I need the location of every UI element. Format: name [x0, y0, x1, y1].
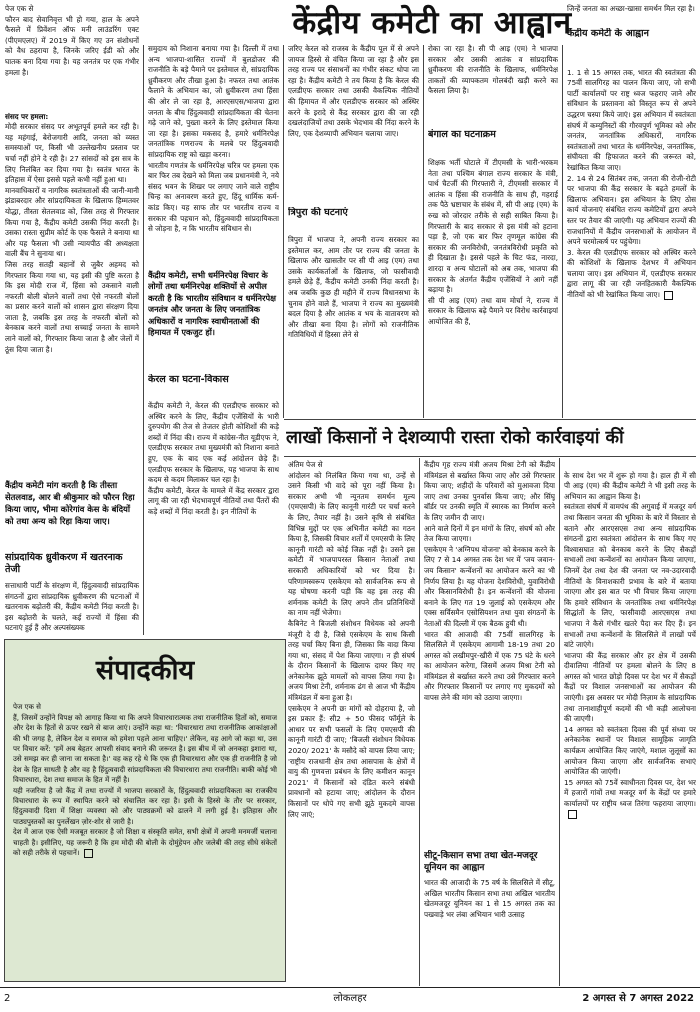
calls-text: 1. 1 से 15 अगस्त तक, भारत की स्वतंत्रता की 75वीं सालगिरह का पालन किया जाए, जो सभी पार्टी कार्यालयों पर राष्ट्र ध्वज फहराए जाने और संविधान के प्रस्तावना को विस्तृत रूप से अपने उद्धरण चस्पा किये जाएं। इस अभियान में स्वतंत्रता संघर्ष में कम्युनिस्टों की गौरवपूर्ण भूमिका को और जनतंत्र, जनतांत्रिक अधिकारों, नागरिक स्वतंत्रताओं तथा भारत के धर्मनिरपेक्ष, जनतांत्रिक, संघीयता की हिफाजत करने की जरूरत को, रेखांकित किया जाए। 2. 14 से 24 सितंबर तक, जनता की रोजी-रोटी पर भाजपा की कैंद्र सरकार के बढ़ते हमलों के खिलाफ अभियान। इस अभियान के लिए ठोस कार्य योजनाएं संबंधित राज्य कमेटियों द्वारा अपने स्तर पर तैयार की जाएंगी। यह अभियान राज्यों की राजधानियों में कैंद्रीय जनसभाओं के आयोजन में अपने चरमोत्कर्ष पर पहुंचेगा। 3. केरल की एलडीएफ सरकार को अस्थिर करने की कोशिशों के खिलाफ देशभर में अभियान चलाया जाए। इस अभियान में, एलडीएफ सरकार द्वारा लागू की जा रही जनहितकारी वैकल्पिक नीतियों को भी रेखांकित किया जाए। — [567, 67, 696, 300]
section-title-calls: कैंद्रीय कमेटी के आह्वान — [567, 28, 649, 39]
section-body-polarisation: सत्ताधारी पार्टी के संरक्षण में, हिंदुत्ववादी सांप्रदायिक संगठनों द्वारा सांप्रदायिक ध्रुवीकरण की घटनाओं में खतरनाक बढ़ोतरी की, कैंद्रीय कमेटी निंदा करती है। इस बढ़ोतरी के चलते, कई राज्यों में हिंसा की घटनाएं हुई हैं और अल्पसंख्यक — [5, 581, 139, 633]
section-body-kerala: केंद्रीय कमेटी ने, केरल की एलडीएफ सरकार को अस्थिर करने के लिए, कैंद्रीय एजेंसियों के भारी दुरुपयोग की तेज से तेजतर होती कोशिशों की कड़े शब्दों में निंदा की। राज्य में कांग्रेस-नीत यूडीएफ ने, एलडीएफ सरकार तथा मुख्यमंत्री को निशाना बनाते हुए, एक के बाद एक कई आंदोलन छेड़े हैं। एलडीएफ सरकार के खिलाफ, यह भाजपा के साथ कदम से कदम मिलाकर चल रहा है। कैंद्रीय कमेटी, केरल के मामले में केंद्र सरकार द्वारा लागू की जा रही भेदभावपूर्ण नीतियों तथा पैंतरों की कड़े शब्दों में निंदा करती है। इन नीतियों के — [148, 401, 279, 516]
article-column-4: रोका जा रहा है। सी पी आइ (एम) ने भाजपा सरकार और उसकी आतंक व सांप्रदायिक ध्रुवीकरण की राजनीति के खिलाफ, धर्मनिरपेक्ष ताकतों की व्यापकतम गोलबंदी खड़ी करने का फैसला लिया है। — [428, 44, 558, 96]
farmers-article-col-1: अंतिम पेज से आंदोलन को निलंबित किया गया था, उन्हें से उसने किसी भी वादे को पूरा नहीं किया है। सरकार अभी भी न्यूनतम समर्थन मूल्य (एमएसपी) के लिए कानूनी गारंटी पर चर्चा करने के लिए, तैयार नहीं है। उसने कृषि से संबंधित विभिन्न मुद्दों पर एक अभिनीत कमेटी का गठन किया है, जिसकी विचार शर्तों में एमएसपी के लिए कानूनी गारंटी को कोई जिक्र नहीं है। उसने इस कमेटी में भाजपापरस्त किसान नेताओं तथा सरकारी अधिकारियों को भर दिया है। परिणामस्वरूप एसकेएम को सार्वजनिक रूप से यह घोषणा करनी पड़ी कि वह इस तरह की शर्मनाक कमेटी के लिए अपने तीन प्रतिनिधियों का नाम नहीं भेजेगा। कैबिनेट ने बिजली संशोधन विधेयक को अपनी मंजूरी दे दी है, जिसे एसकेएम के साथ किसी तरह चर्चा किए बिना ही, जिसका कि वादा किया गया था, संसद में पेश किया जाएगा। न ही संघर्ष के दौरान किसानों के खिलाफ दायर किए गए अनेकानेक झूठे मामलों को वापस लिया गया है। अजय मिश्रा टेनी, शर्मनाक ढंग से आज भी कैंद्रीय मंत्रिमंडल में बना हुआ है। एसकेएम ने अपनी छः मांगों को दोहराया है, जो इस प्रकार हैं: सी2 + 50 फीसद फॉर्मूले के आधार पर सभी फसलों के लिए एमएसपी की कानूनी गारंटी दी जाए; 'बिजली संशोधन विधेयक 2020/ 2021' के मसौदे को वापस लिया जाए; 'राष्ट्रीय राजधानी क्षेत्र तथा आसपास के क्षेत्रों में वायु की गुणवत्ता प्रबंधन के लिए कमीशन कानून 2021' में किसानों को दंडित करने संबंधी प्रावधानों को हटाया जाए; आंदोलन के दौरान किसानों पर थोपे गए सभी झूठे मुकदमे वापस लिए जाएं; — [288, 460, 415, 819]
section-body-citu-call: भारत की आजादी के 75 वर्ष के सिलसिले में सीटू, अखिल भारतीय किसान सभा तथा अखिल भारतीय खेतमजदूर यूनियन का 1 से 15 अगस्त तक का पखवाड़े भर लंबा अभियान भारी उत्साह — [424, 878, 555, 919]
demand-release-heading: कैंद्रीय कमेटी मांग करती है कि तीस्ता सेतलवाड, आर बी श्रीकुमार को फौरन रिहा किया जाए, भीमा कोरेगांव केस के बंदियों को तथा अन्य को रिहा किया जाए। — [5, 480, 135, 526]
column-rule — [423, 45, 424, 418]
editorial-body — [13, 692, 277, 976]
section-title-bengal: बंगाल का घटनाक्रम — [428, 129, 496, 140]
farmers-article-col-3 — [564, 460, 696, 985]
section-title-polarisation: सांप्रदायिक ध्रुवीकरण में खतरनाक तेजी — [5, 552, 123, 575]
editorial-text: पेज एक से हैं, जिसमें उन्होंने विपक्ष को आगाह किया था कि अपने विचारधारात्मक तथा राजनीतिक हितों को, समाज और देश के हितों से ऊपर रखने से बाज आएं। उन्होंने कहा था: 'विचारधारा तथा राजनीतिक आकांक्षाओं की भी जगह है, लेकिन देश व समाज को हमेशा पहले आना चाहिए।' लेकिन, वह आगे जो कहा था, उस पर विचार करें: 'हमें अब बेहतर आपसी संवाद बनाने की जरूरत है। इस बीच में जो अनकहा इशारा था, उसे समझ कर ही जाना जा सकता है।' वह कह रहे थे कि एक ही विचारधारा और एक ही राजनीति है जो देश के हित साधती है और वह है हिंदुत्ववादी सांप्रदायिकता की विचारधारा तथा राजनीति। बाकी कोई भी विचारधारा, देश तथा समाज के हित में नहीं है। यही नजरिया है जो कैंद्र में तथा राज्यों में भाजपा सरकारों के, हिंदुत्ववादी सांप्रदायिकता का राजकीय विचारधारा के रूप में स्थापित करने को संचालित कर रहा है। इसी के हिस्से के तौर पर सरकार, हिंदुत्ववादी दिशा में शिक्षा व्यवस्था को और पाठ्यक्रमों को ढालने में लगी हुई है। इतिहास और पाठ्यपुस्तकों का पुनर्लेखन ज़ोर-शोर से जारी है। देश में आज एक ऐसी मजबूत सरकार है जो शिक्षा व संस्कृति समेत, सभी क्षेत्रों में अपनी मनमर्जी चलाना चाहती है। इसीलिए, यह जरूरी है कि हम मोदी की बोली के दोमुंहेपन और जलेबी की तरह सीधे संकेतों को सही तरीके से पहचानें। — [13, 702, 277, 858]
section-body-bengal: शिक्षक भर्ती घोटाले में टीएमसी के भारी-भरकम नेता तथा पश्चिम बंगाल राज्य सरकार के मंत्री, पार्थ चैटर्जी की गिरफ्तारी ने, टीएमसी सरकार में आतंक व हिंसा की राजनीति के साथ ही, गहराई तक पैठे भ्रष्टाचार के संबंध में, सी पी आइ (एम) के रुख को जोरदार तरीके से सही साबित किया है। गिरफ्तारी के बाद सरकार से इस मंत्री को हटाना पड़ा है, जो एक बार फिर तृणमूल कांग्रेस की सरकार की जनविरोधी, जनतंत्रविरोधी प्रकृति को ही दिखाता है। इससे पहले के चिट फंड, नारदा, शारदा व अन्य घोटालों को अब तक, भाजपा की सरकार के अंतर्गत कैंद्रीय एजेंसियों ने आगे नहीं बढ़ाया है। सी पी आइ (एम) तथा वाम मोर्चा ने, राज्य में सरकार के खिलाफ बढ़े पैमाने पर विरोध कार्रवाइयां आयोजित की हैं, — [428, 158, 558, 326]
article-column-5: जिन्हें जनता का अच्छा-खासा समर्थन मिल रहा है। — [567, 4, 695, 13]
appeal-heading: कैंद्रीय कमेटी, सभी धर्मनिरपेक्ष विचार के लोगों तथा धर्मनिरपेक्ष शक्तियों से अपील करती है कि भारतीय संविधान व धर्मनिरपेक्ष जनतंत्र और जनता के लिए जनतांत्रिक अधिकारों व नागरिक स्वाधीनताओं की हिमायत में एकजुट हों। — [148, 270, 276, 338]
headline-rule — [284, 419, 696, 420]
headline-rule — [284, 456, 696, 457]
section-title: संसद पर हमला: — [5, 111, 49, 121]
issue-dates: 2 अगस्त से 7 अगस्त 2022 — [582, 993, 694, 1004]
section-body: मोदी सरकार संसद पर अभूतपूर्व हमले कर रही है। यह महंगाई, बेरोजगारी आदि, जनता को व्यस्त समस्याओं पर, किसी भी उल्लेखनीय प्रस्ताव पर चर्चा नहीं होने दे रही है। 27 सांसदों को इस सत्र के लिए निलंबित कर दिया गया है। स्वतंत्र भारत के इतिहास में ऐसा इससे पहले कभी नहीं हुआ था। मानवाधिकारों व नागरिक स्वतंत्रताओं की जानी-मानी झंडाबरदार और सांप्रदायिकता के खिलाफ हिम्मतवर योद्धा, तीस्ता सेतलवाड को, जिस तरह से गिरफ्तार किया गया है, कैंद्रीय कमेटी उसकी निंदा करती है। उसका रास्ता सुप्रीम कोर्ट के एक फैसले ने बनाया था और यह फैसला भी उसी न्यायपीठ की अध्यक्षता वाली बैंच ने सुनाया था। जिस तरह सतही बहानों से जुबैर अहमद को गिरफ्तार किया गया था, यह इसी की पुष्टि करता है कि इस मोदी राज में, हिंसा को उकसाने वाली नफरती बोली बोलने वालों तथा ऐसे नफरती बोलों का प्रसार करने वालों को शासन द्वारा संरक्षण दिया जाता है, जबकि इस तरह के नफरती बोलों को बेनकाब करने वालों तथा सच्चाई जनता के सामने लाने वालों को, गिरफ्तार किया जाता है और जेलों में ठूंस दिया जाता है। — [5, 122, 139, 354]
column-rule — [283, 45, 284, 418]
paper-name: लोकलहर — [333, 993, 367, 1004]
footer-rule — [0, 987, 700, 988]
article-column-2: समुदाय को निशाना बनाया गया है। दिल्ली में तथा अन्य भाजपा-शासित राज्यों में बुलडोजर की राजनीति के बड़े पैमाने पर इस्तेमाल से, सांप्रदायिक ध्रुवीकरण और तीखा हुआ है। नफरत तथा आतंक फैलाने के अभियान का, जो ध्रुवीकरण तथा हिंसा की ओर ले जा रहा है, आरएसएस/भाजपा द्वारा जनता के बीच हिंदुत्ववादी सांप्रदायिकता की चेतना गढ़े जाने को, पुख्ता करने के लिए इस्तेमाल किया जा रहा है। इसका मकसद है, हमारे धर्मनिरपेक्ष जनतांत्रिक गणराज्य के मलबे पर हिंदुत्ववादी सांप्रदायिक राष्ट्र को खड़ा करना। भारतीय गणतंत्र के धर्मनिरपेक्ष चरित्र पर हमला एक बार फिर तब देखने को मिला जब प्रधानमंत्री ने, नये संसद भवन के शिखर पर लगाए जाने वाले राष्ट्रीय चिन्ह का अनावरण करते हुए, हिंदू धार्मिक कर्म-कांड किए। यह साफ तौर पर भारतीय राज्य व सरकार की पहचान को, हिंदुत्ववादी सांप्रदायिकता से जोड़ना है, न कि भारतीय संविधान से। — [148, 44, 279, 234]
farmers-headline: लाखों किसानों ने देशव्यापी रास्ता रोको कार्रवाइयां कीं — [286, 427, 624, 448]
page-number: 2 — [4, 993, 11, 1004]
section-body-tripura: त्रिपुरा में भाजपा ने, अपनी राज्य सरकार का इस्तेमाल कर, आम तौर पर राज्य की जनता के खिलाफ और खासतौर पर सी पी आइ (एम) तथा उसके कार्यकर्ताओं के खिलाफ, जो फासीवादी हमले छेड़े हैं, कैंद्रीय कमेटी उनकी निंदा करती है। अब जबकि कुछ ही महीने में राज्य विधानसभा के चुनाव होने वाले हैं, भाजपा ने राज्य का मुख्यमंत्री बदल दिया है और आतंक व भय के वातावरण को और तीखा बना दिया है। लोगों को राजनीतिक गतिविधियों में हिस्सा लेने से — [288, 235, 419, 340]
footer — [0, 990, 700, 1008]
section-title-tripura: त्रिपुरा की घटनाएं — [288, 207, 348, 218]
end-mark-icon — [664, 291, 673, 300]
end-mark-icon — [84, 849, 93, 858]
end-mark-icon — [568, 810, 577, 819]
main-headline: केंद्रीय कमेटी का आह्वान — [292, 5, 572, 41]
column-rule — [419, 458, 420, 986]
section-title-citu-call: सीटू-किसान सभा तथा खेत-मजदूर यूनियन का आह्वान — [424, 851, 538, 873]
section-title-kerala: केरल का घटना-विकास — [148, 374, 229, 385]
article-column-3: जरिए केरल को राजस्व के कैंद्रीय पूल में से अपने जायज हिस्से से वंचित किया जा रहा है और इस तरह राज्य पर संसाधनों का गंभीर संकट थोपा जा रहा है। कैंद्रीय कमेटी ने तय किया है कि केरल की एलडीएफ सरकार तथा उसकी वैकल्पिक नीतियों की हिमायत में और एलडीएफ सरकार को अस्थिर करने के इरादे से कैंद्र सरकार द्वारा की जा रही दखलंदाजियों तथा उसके भेदभाव की निंदा करने के लिए, एक देशव्यापी अभियान चलाया जाए। — [288, 44, 419, 138]
editorial-title: संपादकीय — [95, 655, 195, 686]
column-rule — [559, 458, 560, 986]
editorial-box — [4, 639, 286, 982]
section-body-calls — [567, 57, 696, 412]
farmers-col-3-text: के साथ देश भर में शुरू हो गया है। हाल ही में सी पी आइ (एम) की कैंद्रीय कमेटी ने भी इसी तरह के अभियान का आह्वान किया है। स्वतंत्रता संघर्ष में वामपंथ की अगुवाई में मजदूर वर्ग तथा किसान जनता की भूमिका के बारे में विस्तार से बताने और आरएसएस तथा अन्य सांप्रदायिक संगठनों द्वारा स्वतंत्रता आंदोलन के साथ किए गए विश्वासघात को बेनकाब करने के लिए सैकड़ों सभाओं तथा कन्वेंशनों का आयोजन किया जाएगा, जिनमें देश तथा देश की जनता पर नव-उदारवादी नीतियों के विनाशकारी प्रभाव के बारे में बताया जाएगा और इस बात पर भी विचार किया जाएगा कि हमारे संविधान के जनतांत्रिक तथा धर्मनिरपेक्ष सिद्धांतों के लिए, फासीवादी आरएसएस तथा भाजपा ने कैसे गंभीर खतरे पैदा कर दिए हैं। इन सभाओं तथा कन्वेंशनों के सिलसिले में लाखों पर्चे बांटे जाएंगे। भाजपा की कैंद्र सरकार और हर क्षेत्र में उसकी दीवालिया नीतियों पर हमला बोलने के लिए 8 अगस्त को भारत छोड़ो दिवस पर देश भर में सैकड़ों कैंद्रों पर विशाल जनसभाओं का आयोजन की जाएंगी। इस अवसर पर मोदी निज़ाम के सांप्रदायिक तथा तानाशाहीपूर्ण कदमों की भी कड़ी आलोचना की जाएगी। 14 अगस्त को स्वतंत्रता दिवस की पूर्व संध्या पर अनेकानेक स्थानों पर विशाल सामूहिक जागृति कार्यक्रम आयोजित किए जाएंगे, मशाल जुलूसों का आयोजन किया जाएगा और सार्वजनिक सभाएं आयोजित की जाएंगी। 15 अगस्त को 75वें स्वाधीनता दिवस पर, देश भर में हजारों गांवों तथा मजदूर वर्ग के केंद्रों पर हमारे कार्यालयों पर राष्ट्रीय ध्वज तिरंगा फहराया जाएगा। — [564, 470, 696, 808]
section-parliament-attack — [5, 101, 139, 476]
column-rule — [143, 45, 144, 635]
farmers-article-col-2: कैंद्रीय गृह राज्य मंत्री अजय मिश्रा टेनी को कैंद्रीय मंत्रिमंडल से बर्खास्त किया जाए और उसे गिरफ्तार किया जाए; शहीदों के परिवारों को मुआवजा दिया जाए तथा उनका पुनर्वास किया जाए; और सिंघू बॉर्डर पर उनकी स्मृति में स्मारक का निर्माण करने के लिए जमीन दी जाए। आने वाले दिनों में इन मांगों के लिए, संघर्ष को और तेज किया जाएगा। एसकेएम ने 'अग्निपथ योजना' को बेनकाब करने के लिए 7 से 14 अगस्त तक देश भर में 'जय जवान-जय किसान' कन्वेंशनों का आयोजन करने का भी निर्णय लिया है। यह योजना देशविरोधी, युवाविरोधी और किसानविरोधी है। इन कन्वेंशनों की योजना बनाने के लिए गत 19 जुलाई को एसकेएम और एक्स सर्विसमैन एसोसियशन तथा युवा संगठनों के नेताओं की दिल्ली में एक बैठक हुयी थी। भारत की आजादी की 75वीं सालगिरह के सिलसिले में एसकेएम आगामी 18-19 तथा 20 अगस्त को लखीमपुर-खीरी में एक 75 घंटे के धरने का आयोजन करेगा, जिसमें अजय मिश्रा टेनी को मंत्रिमंडल से बर्खास्त करने तथा उसे गिरफ्तार करने और गिरफ्तार किसानों पर लगाए गए मुकदमों को वापस लेने की मांग को उठाया जाएगा। — [424, 460, 555, 703]
article-continuation: पेज एक से फौरन बाद सेवानिवृत्त भी हो गया, हाल के अपने फैसले में प्रिवेंशन ऑफ मनी लाउंडरिंग एक्ट (पीएमएलए) में 2019 में किए गए उन संशोधनों को वैध ठहराया है, जिनके जरिए ईडी को और घातक बना दिया गया है। यह जनतंत्र पर एक गंभीर हमला है। — [5, 4, 139, 77]
column-rule — [562, 45, 563, 418]
